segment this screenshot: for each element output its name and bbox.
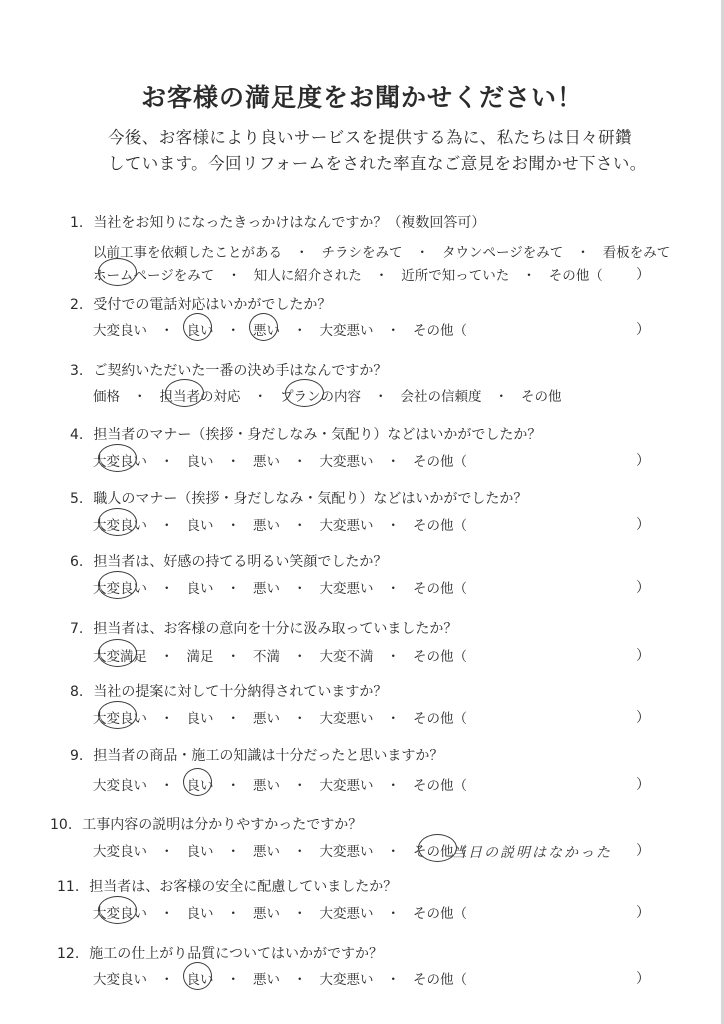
answer-option[interactable]: その他 — [521, 389, 562, 405]
answer-options — [93, 645, 467, 665]
answer-option[interactable]: 大変良い — [93, 577, 147, 597]
other-answer-close-paren: ） — [636, 710, 650, 726]
hand-drawn-circle-mark — [183, 962, 212, 990]
option-separator: ・ — [386, 778, 400, 794]
answer-option[interactable]: その他（ — [413, 711, 467, 727]
answer-options — [93, 774, 467, 794]
answer-option[interactable]: 大変良い — [93, 972, 147, 988]
hand-drawn-circle-mark — [98, 444, 137, 472]
page-title: お客様の満足度をお聞かせください！ — [140, 83, 583, 112]
option-separator: ・ — [374, 389, 388, 405]
question-number: 2. — [70, 297, 84, 313]
option-separator: ・ — [293, 649, 307, 665]
option-separator: ・ — [293, 711, 307, 727]
question-6 — [70, 551, 387, 571]
answer-option[interactable]: 看板をみて — [602, 245, 671, 261]
question-8 — [70, 681, 387, 701]
hand-drawn-circle-mark — [98, 896, 137, 924]
option-separator: ・ — [226, 581, 240, 597]
option-separator: ・ — [226, 844, 240, 860]
option-separator: ・ — [226, 906, 240, 922]
hand-drawn-circle-mark — [249, 313, 278, 341]
question-number: 7. — [70, 621, 84, 637]
answer-option[interactable]: 大変悪い — [319, 778, 374, 794]
option-separator: ・ — [293, 581, 307, 597]
answer-option[interactable]: 担当者の対応 — [160, 385, 241, 405]
answer-option[interactable]: その他（ — [413, 323, 467, 339]
hand-drawn-circle-mark — [98, 639, 137, 667]
option-separator: ・ — [386, 711, 400, 727]
option-separator: ・ — [160, 972, 174, 988]
question-number: 9. — [70, 748, 84, 764]
option-separator: ・ — [226, 778, 240, 794]
answer-option[interactable]: その他（ — [548, 268, 603, 284]
option-separator: ・ — [374, 268, 389, 284]
option-separator: ・ — [226, 323, 240, 339]
option-separator: ・ — [415, 245, 429, 261]
answer-option[interactable]: 大変悪い — [319, 454, 374, 470]
other-answer-close-paren: ） — [636, 267, 650, 283]
answer-option[interactable]: 大変良い — [93, 707, 147, 727]
answer-option[interactable]: ホームページをみて — [93, 264, 214, 284]
question-text: 担当者は、お客様の意向を十分に汲み取っていましたか？ — [93, 621, 458, 637]
answer-option[interactable]: 大変満足 — [93, 645, 147, 665]
answer-option[interactable]: その他（ — [413, 649, 467, 665]
answer-option[interactable]: 大変良い — [93, 514, 147, 534]
option-separator: ・ — [227, 268, 241, 284]
option-separator: ・ — [226, 711, 240, 727]
option-separator: ・ — [522, 268, 536, 284]
question-text: 当社をお知りになったきっかけはなんですか？（複数回答可） — [93, 215, 486, 231]
answer-option[interactable]: 満足 — [186, 649, 214, 665]
other-answer-close-paren: ） — [636, 777, 650, 793]
option-separator: ・ — [226, 649, 240, 665]
intro-line-2: しています。今回リフォームをされた率直なご意見をお聞かせ下さい。 — [108, 154, 647, 173]
other-answer-close-paren: ） — [636, 971, 650, 987]
answer-option[interactable]: 大変良い — [93, 450, 147, 470]
question-10 — [50, 814, 362, 834]
answer-option[interactable]: 悪い — [253, 319, 280, 339]
question-text: 職人のマナー（挨拶・身だしなみ・気配り）などはいかがでしたか？ — [93, 491, 528, 507]
answer-option[interactable]: プランの内容 — [280, 385, 361, 405]
answer-option[interactable]: その他（ — [413, 840, 467, 860]
hand-drawn-circle-mark — [98, 571, 137, 599]
option-separator: ・ — [133, 389, 147, 405]
option-separator: ・ — [293, 778, 307, 794]
option-separator: ・ — [293, 972, 307, 988]
question-number: 10. — [50, 817, 73, 833]
option-separator: ・ — [386, 972, 400, 988]
question-number: 12. — [57, 946, 80, 962]
question-number: 5. — [70, 491, 84, 507]
answer-option[interactable]: その他（ — [413, 778, 467, 794]
answer-option[interactable]: 良い — [186, 711, 214, 727]
option-separator: ・ — [293, 518, 307, 534]
hand-drawn-circle-mark — [183, 313, 212, 341]
option-separator: ・ — [160, 649, 174, 665]
question-text: ご契約いただいた一番の決め手はなんですか？ — [93, 363, 388, 379]
handwritten-comment: 当日の説明はなかった — [452, 845, 612, 861]
option-separator: ・ — [160, 778, 174, 794]
question-text: 工事内容の説明は分かりやすかったですか？ — [82, 817, 363, 833]
question-number: 1. — [70, 215, 84, 231]
hand-drawn-circle-mark — [98, 701, 137, 729]
question-number: 11. — [57, 879, 80, 895]
answer-option[interactable]: 良い — [186, 581, 214, 597]
answer-option[interactable]: その他（ — [413, 581, 467, 597]
option-separator: ・ — [494, 389, 508, 405]
answer-option[interactable]: 悪い — [253, 844, 280, 860]
option-separator: ・ — [386, 323, 400, 339]
answer-option[interactable]: 悪い — [253, 778, 280, 794]
answer-options — [93, 577, 467, 597]
answer-options — [93, 319, 467, 339]
answer-option[interactable]: 知人に紹介された — [253, 268, 362, 284]
answer-option[interactable]: 悪い — [253, 518, 280, 534]
answer-option[interactable]: 良い — [186, 906, 214, 922]
question-number: 3. — [70, 363, 84, 379]
option-separator: ・ — [160, 711, 174, 727]
question-text: 受付での電話対応はいかがでしたか？ — [93, 297, 332, 313]
answer-options — [93, 385, 562, 405]
other-answer-close-paren: ） — [636, 580, 650, 596]
answer-option[interactable]: その他（ — [413, 972, 467, 988]
option-separator: ・ — [386, 454, 400, 470]
answer-option[interactable]: 価格 — [93, 389, 120, 405]
answer-option[interactable]: 大変悪い — [319, 972, 374, 988]
hand-drawn-circle-mark — [98, 508, 137, 536]
answer-options — [93, 902, 467, 922]
answer-option[interactable]: 大変良い — [93, 778, 147, 794]
question-7 — [70, 618, 457, 638]
answer-option[interactable]: 悪い — [253, 454, 280, 470]
option-separator: ・ — [226, 518, 240, 534]
question-9 — [70, 745, 443, 765]
answer-option[interactable]: 大変悪い — [319, 518, 374, 534]
answer-option[interactable]: チラシをみて — [321, 245, 403, 261]
option-separator: ・ — [386, 581, 400, 597]
question-text: 担当者は、お客様の安全に配慮していましたか？ — [89, 879, 398, 895]
answer-option[interactable]: 不満 — [253, 649, 280, 665]
answer-options — [93, 241, 670, 261]
question-text: 担当者の商品・施工の知識は十分だったと思いますか？ — [93, 748, 444, 764]
answer-option[interactable]: 良い — [187, 968, 214, 988]
answer-option[interactable]: その他（ — [413, 518, 467, 534]
answer-option[interactable]: その他（ — [413, 906, 467, 922]
option-separator: ・ — [160, 518, 174, 534]
answer-option[interactable]: 大変良い — [93, 902, 147, 922]
option-separator: ・ — [386, 649, 400, 665]
hand-drawn-circle-mark — [285, 379, 324, 407]
option-separator: ・ — [160, 906, 174, 922]
answer-option[interactable]: 悪い — [253, 972, 280, 988]
answer-option[interactable]: その他（ — [413, 454, 467, 470]
question-text: 担当者のマナー（挨拶・身だしなみ・気配り）などはいかがでしたか？ — [93, 427, 542, 443]
answer-option[interactable]: 良い — [186, 518, 214, 534]
answer-options — [93, 707, 467, 727]
answer-options — [93, 264, 603, 284]
hand-drawn-circle-mark — [165, 379, 204, 407]
answer-option[interactable]: 良い — [187, 774, 214, 794]
question-text: 当社の提案に対して十分納得されていますか？ — [93, 684, 388, 700]
answer-option[interactable]: タウンページをみて — [442, 245, 564, 261]
answer-option[interactable]: 大変悪い — [319, 323, 374, 339]
other-answer-close-paren: ） — [636, 322, 650, 338]
answer-option[interactable]: 良い — [186, 844, 214, 860]
answer-option[interactable]: 悪い — [253, 906, 280, 922]
answer-option[interactable]: 会社の信頼度 — [400, 389, 482, 405]
option-separator: ・ — [293, 323, 307, 339]
question-text: 担当者は、好感の持てる明るい笑顔でしたか？ — [93, 554, 388, 570]
other-answer-close-paren: ） — [636, 453, 650, 469]
question-3 — [70, 360, 387, 380]
question-number: 8. — [70, 684, 84, 700]
option-separator: ・ — [160, 844, 174, 860]
answer-option[interactable]: 大変悪い — [319, 711, 374, 727]
answer-option[interactable]: 大変悪い — [319, 906, 374, 922]
answer-option[interactable]: 良い — [187, 319, 214, 339]
intro-line-1: 今後、お客様により良いサービスを提供する為に、私たちは日々研鑽 — [108, 128, 632, 147]
option-separator: ・ — [295, 245, 309, 261]
question-12 — [57, 943, 383, 963]
question-2 — [70, 294, 331, 314]
question-number: 6. — [70, 554, 84, 570]
option-separator: ・ — [293, 844, 307, 860]
answer-options — [93, 514, 467, 534]
answer-option[interactable]: 大変良い — [93, 844, 147, 860]
question-text: 施工の仕上がり品質についてはいかがですか？ — [89, 946, 383, 962]
question-5 — [70, 488, 527, 508]
option-separator: ・ — [160, 454, 174, 470]
option-separator: ・ — [160, 323, 174, 339]
option-separator: ・ — [386, 906, 400, 922]
other-answer-close-paren: ） — [636, 517, 650, 533]
answer-options — [93, 968, 467, 988]
answer-option[interactable]: 近所で知っていた — [401, 268, 510, 284]
answer-option[interactable]: 良い — [186, 454, 214, 470]
option-separator: ・ — [386, 518, 400, 534]
option-separator: ・ — [293, 906, 307, 922]
other-answer-close-paren: ） — [636, 905, 650, 921]
option-separator: ・ — [386, 844, 400, 860]
question-11 — [57, 876, 397, 896]
option-separator: ・ — [226, 972, 240, 988]
other-answer-close-paren: ） — [636, 843, 650, 859]
answer-option[interactable]: 以前工事を依頼したことがある — [93, 245, 282, 261]
answer-option[interactable]: 悪い — [253, 581, 280, 597]
answer-option[interactable]: 大変悪い — [319, 581, 374, 597]
option-separator: ・ — [293, 454, 307, 470]
answer-option[interactable]: 大変良い — [93, 323, 147, 339]
answer-option[interactable]: 悪い — [253, 711, 280, 727]
option-separator: ・ — [226, 454, 240, 470]
question-1 — [70, 212, 485, 232]
option-separator: ・ — [253, 389, 267, 405]
hand-drawn-circle-mark — [183, 768, 212, 796]
answer-option[interactable]: 大変不満 — [319, 649, 374, 665]
other-answer-close-paren: ） — [636, 648, 650, 664]
answer-options — [93, 840, 467, 860]
answer-options — [93, 450, 467, 470]
question-4 — [70, 424, 541, 444]
option-separator: ・ — [160, 581, 174, 597]
question-number: 4. — [70, 427, 84, 443]
hand-drawn-circle-mark — [98, 258, 137, 286]
option-separator: ・ — [576, 245, 590, 261]
answer-option[interactable]: 大変悪い — [319, 844, 374, 860]
